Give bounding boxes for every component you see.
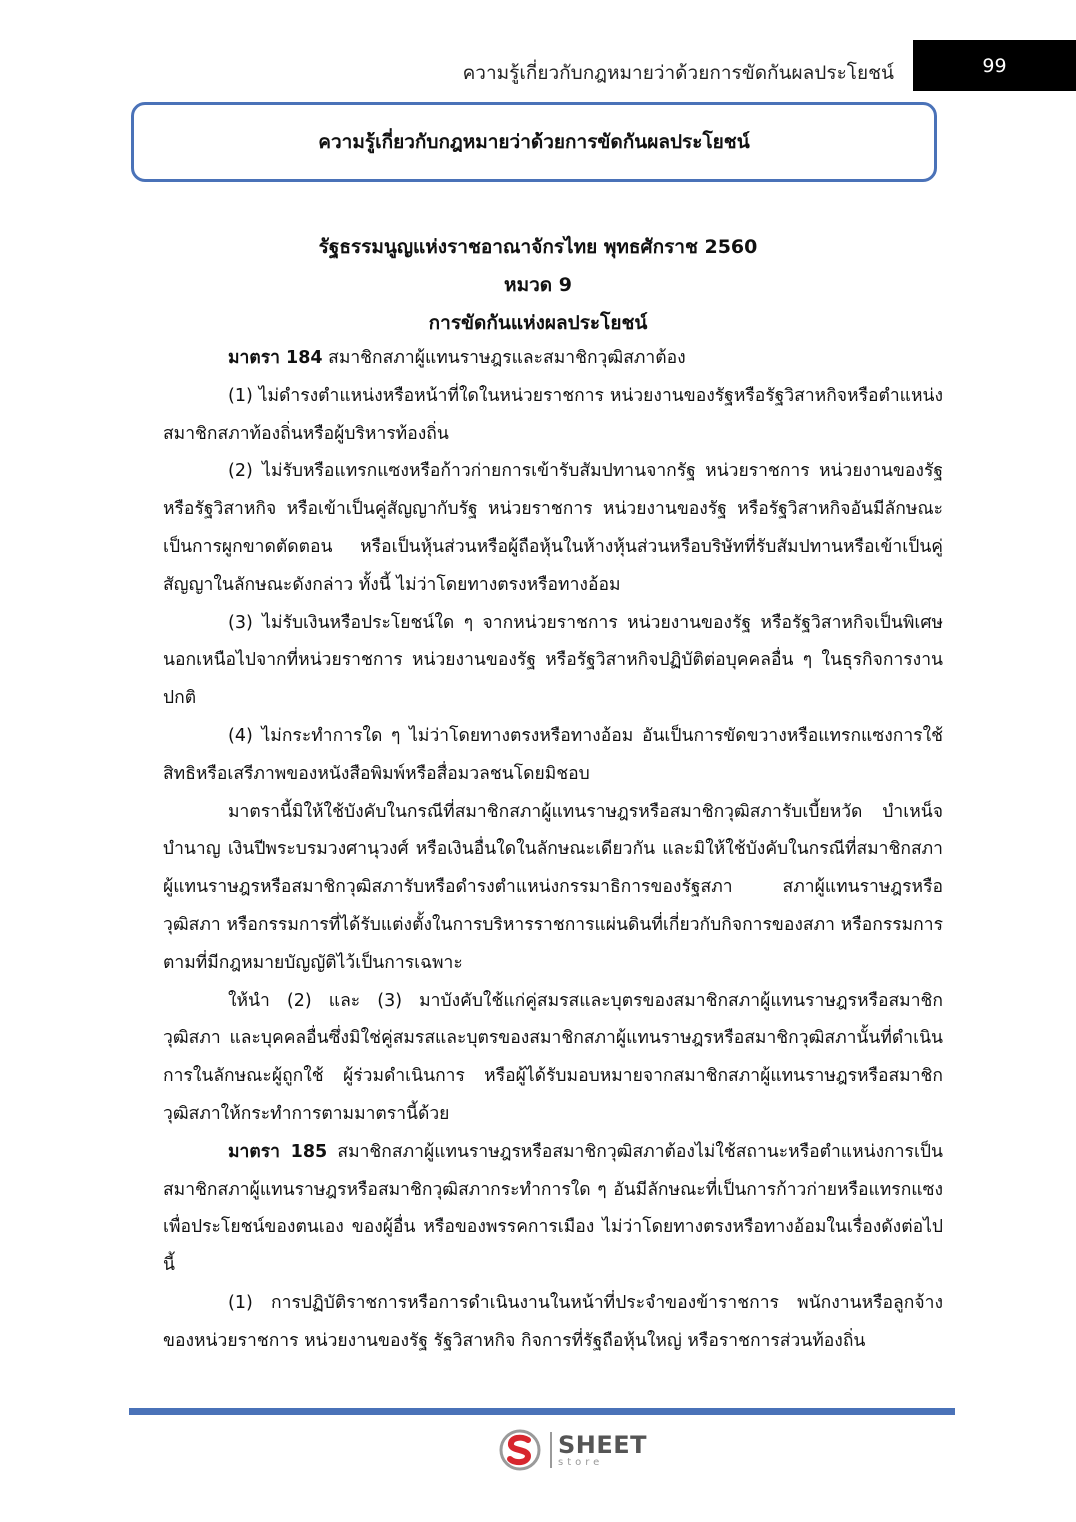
- logo-text: [558, 1430, 648, 1468]
- footer-divider-bar: [129, 1408, 955, 1415]
- section-185-label: มาตรา 185: [228, 1141, 328, 1162]
- chapter-heading: หมวด 9: [504, 274, 572, 296]
- paragraph-185-1: (1) การปฏิบัติราชการหรือการดำเนินงานในหน้าที่ประจำของข้าราชการ พนักงานหรือลูกจ้างของหน่วยราชการ หน่วยงานของรัฐ รัฐวิสาหกิจ กิจการที่รัฐถือหุ้นใหญ่ หรือราชการส่วนท้องถิ่น: [163, 1292, 943, 1351]
- paragraph-184-1: (1) ไม่ดำรงตำแหน่งหรือหน้าที่ใดในหน่วยราชการ หน่วยงานของรัฐหรือรัฐวิสาหกิจหรือตำแหน่งสมาชิกสภาท้องถิ่นหรือผู้บริหารท้องถิ่น: [163, 385, 943, 444]
- section-184-text: สมาชิกสภาผู้แทนราษฎรและสมาชิกวุฒิสภาต้อง: [322, 348, 686, 368]
- logo-divider: [550, 1432, 552, 1468]
- paragraph-184-exception: มาตรานี้มิให้ใช้บังคับในกรณีที่สมาชิกสภาผู้แทนราษฎรหรือสมาชิกวุฒิสภารับเบี้ยหวัด บำเหน็จบำนาญ เงินปีพระบรมวงศานุวงศ์ หรือเงินอื่นใดในลักษณะเดียวกัน และมิให้ใช้บังคับในกรณีที่สมาชิกสภาผู้แทนราษฎรหรือสมาชิกวุฒิสภารับหรือดำรงตำแหน่งกรรมาธิการของรัฐสภา สภาผู้แทนราษฎรหรือวุฒิสภา หรือกรรมการที่ได้รับแต่งตั้งในการบริหารราชการแผ่นดินที่เกี่ยวกับกิจการของสภา หรือกรรมการตามที่มีกฎหมายบัญญัติไว้เป็นการเฉพาะ: [163, 801, 943, 973]
- paragraph-184-3: (3) ไม่รับเงินหรือประโยชน์ใด ๆ จากหน่วยราชการ หน่วยงานของรัฐ หรือรัฐวิสาหกิจเป็นพิเศษนอกเหนือไปจากที่หน่วยราชการ หน่วยงานของรัฐ หรือรัฐวิสาหกิจปฏิบัติต่อบุคคลอื่น ๆ ในธุรกิจการงานปกติ: [163, 612, 943, 709]
- chapter-title-heading: การขัดกันแห่งผลประโยชน์: [428, 312, 648, 334]
- logo-subword: store: [558, 1456, 604, 1468]
- page-number: 99: [982, 54, 1007, 77]
- section-title-box: [131, 102, 937, 182]
- section-185-text: สมาชิกสภาผู้แทนราษฎรหรือสมาชิกวุฒิสภาต้องไม่ใช้สถานะหรือตำแหน่งการเป็นสมาชิกสภาผู้แทนราษฎรหรือสมาชิกวุฒิสภากระทำการใด ๆ อันมีลักษณะที่เป็นการก้าวก่ายหรือแทรกแซงเพื่อประโยชน์ของตนเอง ของผู้อื่น หรือของพรรคการเมือง ไม่ว่าโดยทางตรงหรือทางอ้อมในเรื่องดังต่อไปนี้: [163, 1141, 944, 1276]
- section-184-intro: [163, 340, 943, 378]
- logo-word: SHEET: [558, 1430, 648, 1459]
- paragraph-184-4: (4) ไม่กระทำการใด ๆ ไม่ว่าโดยทางตรงหรือทางอ้อม อันเป็นการขัดขวางหรือแทรกแซงการใช้สิทธิหรือเสรีภาพของหนังสือพิมพ์หรือสื่อมวลชนโดยมิชอบ: [163, 725, 943, 784]
- section-184-label: มาตรา 184: [228, 348, 323, 368]
- constitution-heading: รัฐธรรมนูญแห่งราชอาณาจักรไทย พุทธศักราช 2560: [318, 236, 758, 258]
- document-body: [163, 340, 943, 1361]
- running-header-title: ความรู้เกี่ยวกับกฎหมายว่าด้วยการขัดกันผลประโยชน์: [462, 62, 894, 84]
- paragraph-184-spouse: ให้นำ (2) และ (3) มาบังคับใช้แก่คู่สมรสและบุตรของสมาชิกสภาผู้แทนราษฎรหรือสมาชิกวุฒิสภา และบุคคลอื่นซึ่งมิใช่คู่สมรสและบุตรของสมาชิกสภาผู้แทนราษฎรหรือสมาชิกวุฒิสภานั้นที่ดำเนินการในลักษณะผู้ถูกใช้ ผู้ร่วมดำเนินการ หรือผู้ได้รับมอบหมายจากสมาชิกสภาผู้แทนราษฎรหรือสมาชิกวุฒิสภาให้กระทำการตามมาตรานี้ด้วย: [163, 990, 943, 1124]
- section-title: ความรู้เกี่ยวกับกฎหมายว่าด้วยการขัดกันผลประโยชน์: [318, 131, 750, 153]
- section-185-intro: [163, 1134, 943, 1285]
- sheet-store-logo-icon: [498, 1428, 542, 1472]
- paragraph-184-2: (2) ไม่รับหรือแทรกแซงหรือก้าวก่ายการเข้ารับสัมปทานจากรัฐ หน่วยราชการ หน่วยงานของรัฐหรือรัฐวิสาหกิจ หรือเข้าเป็นคู่สัญญากับรัฐ หน่วยราชการ หน่วยงานของรัฐ หรือรัฐวิสาหกิจอันมีลักษณะเป็นการผูกขาดตัดตอน หรือเป็นหุ้นส่วนหรือผู้ถือหุ้นในห้างหุ้นส่วนหรือบริษัทที่รับสัมปทานหรือเข้าเป็นคู่สัญญาในลักษณะดังกล่าว ทั้งนี้ ไม่ว่าโดยทางตรงหรือทางอ้อม: [163, 461, 943, 595]
- sheet-store-logo: [498, 1428, 647, 1472]
- page-number-badge: [913, 40, 1076, 91]
